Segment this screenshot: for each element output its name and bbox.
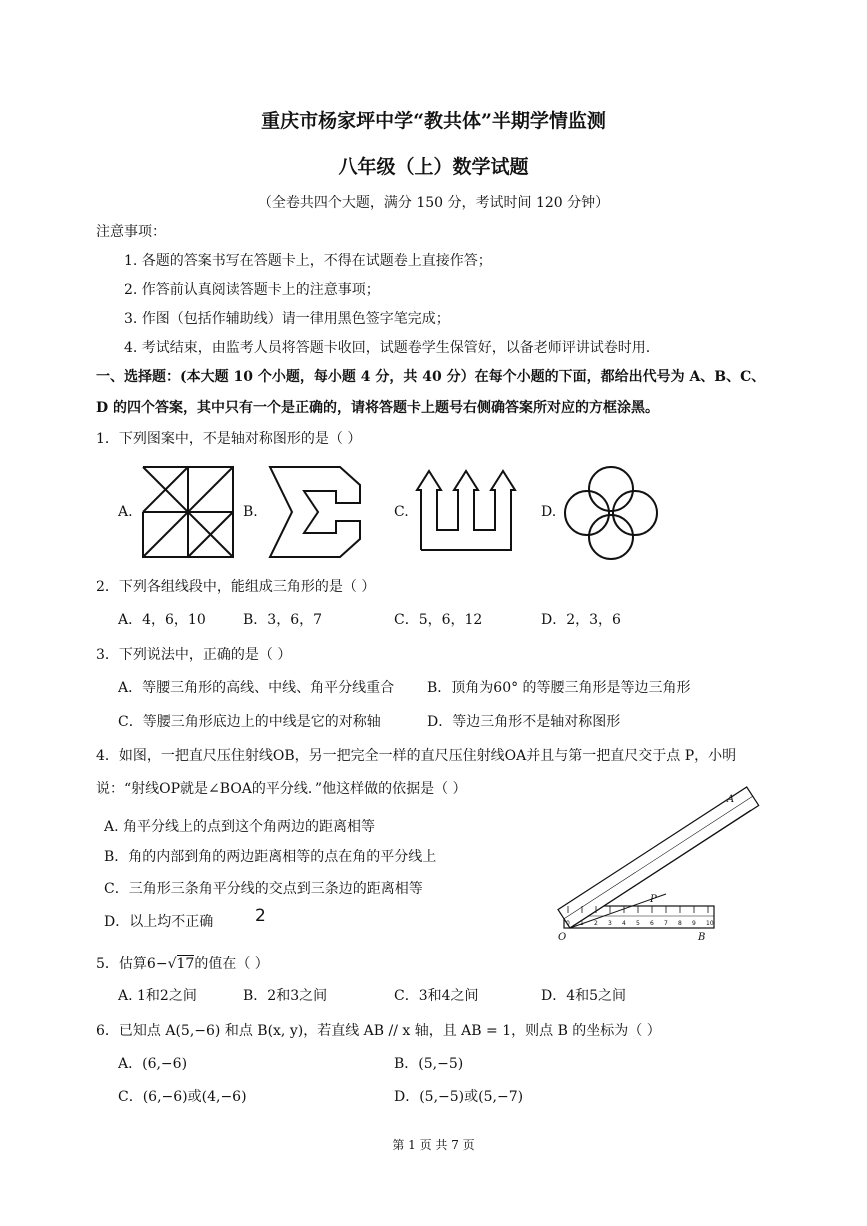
- q5-expr-root: 17: [176, 956, 195, 972]
- handwritten-mark: 2: [255, 906, 266, 926]
- ruler-tick-label: 8: [678, 920, 682, 927]
- ruler-tick-label: 3: [608, 920, 612, 927]
- q3-option-b: B．顶角为60° 的等腰三角形是等边三角形: [427, 680, 691, 696]
- ruler-tick-label: 2: [594, 920, 598, 927]
- q5-option-d: D．4和5之间: [541, 988, 627, 1004]
- q3-option-a: A．等腰三角形的高线、中线、角平分线重合: [118, 680, 395, 696]
- label-a: A: [727, 794, 735, 805]
- q4-option-b: B．角的内部到角的两边距离相等的点在角的平分线上: [104, 849, 437, 865]
- q5-option-c: C．3和4之间: [394, 988, 479, 1004]
- ruler-tick-label: 6: [650, 920, 654, 927]
- q6-stem: 6．已知点 A(5,−6) 和点 B(x, y)，若直线 AB // x 轴，且 AB = 1，则点 B 的坐标为（ ）: [96, 1023, 661, 1039]
- notice-item-3: 3. 作图（包括作辅助线）请一律用黑色签字笔完成；: [124, 311, 450, 327]
- q6-option-a: A．(6,−6): [118, 1056, 188, 1072]
- ruler-tick-label: 7: [664, 920, 668, 927]
- q2-stem: 2．下列各组线段中，能组成三角形的是（ ）: [96, 579, 376, 595]
- q5-option-a: A. 1和2之间: [118, 988, 197, 1004]
- pinwheel-figure: [143, 467, 233, 557]
- ruler-tick-label: 4: [622, 920, 626, 927]
- q5-expr-op: −: [155, 956, 168, 972]
- q5-option-b: B．2和3之间: [243, 988, 328, 1004]
- q2-option-c: C．5，6，12: [394, 612, 483, 628]
- q2-option-a: A．4，6，10: [118, 612, 206, 628]
- trident-arrows-figure: [419, 468, 513, 550]
- q4-option-c: C．三角形三条角平分线的交点到三条边的距离相等: [104, 881, 423, 897]
- q1-label-d: D.: [541, 504, 557, 520]
- q5-stem-prefix: 5．估算: [96, 956, 147, 972]
- page-number: 第 1 页 共 7 页: [392, 1138, 475, 1152]
- ruler-tick-label: 0: [566, 920, 570, 927]
- q3-option-c: C．等腰三角形底边上的中线是它的对称轴: [118, 714, 381, 730]
- sqrt-sign: √: [167, 956, 177, 972]
- sigma-shape-figure: [270, 467, 360, 557]
- q2-option-b: B．3，6，7: [243, 612, 323, 628]
- q1-stem: 1．下列图案中，不是轴对称图形的是（ ）: [96, 431, 362, 447]
- notice-item-4: 4. 考试结束，由监考人员将答题卡收回，试题卷学生保管好，以备老师评讲试卷时用.: [124, 340, 651, 356]
- q5-expr-a: 6: [146, 956, 156, 972]
- q2-option-d: D．2，3，6: [541, 612, 621, 628]
- q1-label-b: B.: [243, 504, 258, 520]
- q4-stem-line2: 说：“射线OP就是∠BOA的平分线．”他这样做的依据是（ ）: [96, 781, 467, 797]
- label-p: P: [650, 894, 657, 905]
- four-circles-figure: [564, 466, 658, 560]
- q4-option-a: A. 角平分线上的点到这个角两边的距离相等: [104, 819, 376, 835]
- q4-option-d: D．以上均不正确: [104, 914, 214, 930]
- q3-stem: 3．下列说法中，正确的是（ ）: [96, 647, 292, 663]
- exam-info: （全卷共四个大题，满分 150 分，考试时间 120 分钟）: [257, 195, 610, 211]
- two-rulers-figure: [556, 796, 776, 946]
- q6-option-b: B．(5,−5): [394, 1056, 464, 1072]
- q6-option-d: D．(5,−5)或(5,−7): [394, 1089, 524, 1105]
- ruler-tick-label: 9: [692, 920, 696, 927]
- ruler-tick-label: 1: [580, 920, 584, 927]
- q4-stem-line1: 4．如图，一把直尺压住射线OB，另一把完全一样的直尺压住射线OA并且与第一把直尺交于点 P，小明: [96, 748, 737, 764]
- exam-title: 重庆市杨家坪中学“教共体”半期学情监测: [261, 110, 606, 132]
- q3-option-d: D．等边三角形不是轴对称图形: [427, 714, 621, 730]
- q1-label-c: C.: [394, 504, 409, 520]
- label-o: O: [558, 932, 567, 943]
- q5-stem: [96, 953, 269, 973]
- section-heading-line2: D 的四个答案，其中只有一个是正确的，请将答题卡上题号右侧确答案所对应的方框涂黑。: [96, 400, 660, 416]
- ruler-tick-label: 10: [706, 920, 714, 927]
- q1-label-a: A.: [118, 504, 133, 520]
- exam-subtitle: 八年级（上）数学试题: [338, 156, 529, 178]
- notice-item-2: 2. 作答前认真阅读答题卡上的注意事项；: [124, 282, 380, 298]
- ruler-tick-label: 5: [636, 920, 640, 927]
- section-heading-line1: 一、选择题：(本大题 10 个小题，每小题 4 分，共 40 分）在每个小题的下面，都给出代号为 A、B、C、: [96, 369, 766, 385]
- q6-option-c: C．(6,−6)或(4,−6): [118, 1089, 247, 1105]
- notice-item-1: 1. 各题的答案书写在答题卡上，不得在试题卷上直接作答；: [124, 253, 492, 269]
- label-b: B: [698, 932, 706, 943]
- q5-stem-suffix: 的值在（ ）: [194, 956, 269, 972]
- notice-heading: 注意事项：: [96, 224, 166, 240]
